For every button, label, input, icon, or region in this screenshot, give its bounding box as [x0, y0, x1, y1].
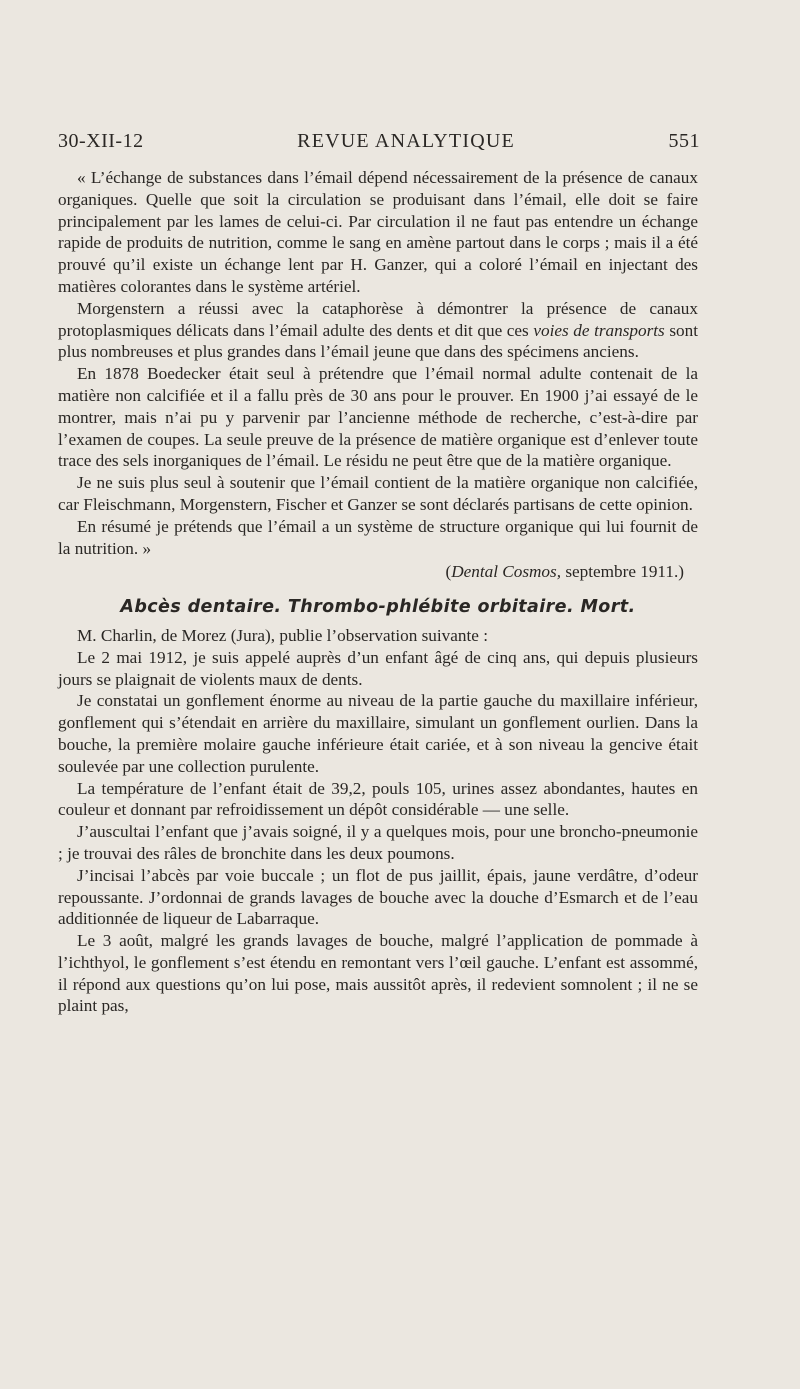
- paragraph-1: « L’échange de substances dans l’émail dépend nécessairement de la présence de canaux organiques. Quelle que soit la circulation se produisant dans l’émail, elle doit se faire principalement par les lames de celui-ci. Par circulation il ne faut pas entendre un échange rapide de produits de nutrition, comme le sang en amène partout dans le corps ; mais il a été prouvé qu’il existe un échange lent par H. Ganzer, qui a coloré l’émail en injectant des matières colorantes dans le système artériel.: [58, 168, 698, 296]
- header-date: 30-XII-12: [58, 130, 144, 152]
- paragraph-6: M. Charlin, de Morez (Jura), publie l’observation suivante :: [77, 625, 488, 645]
- running-header: [58, 130, 700, 160]
- paragraph-2-italic: voies de transports: [533, 320, 665, 340]
- paragraph-8: Je constatai un gonflement énorme au niveau de la partie gauche du maxillaire inférieur, gonflement qui s’étendait en arrière du maxillaire, simulant un gonflement ourlien. Dans la bouche, la première molaire gauche inférieure était cariée, et à son niveau la gencive était soulevée par une collection purulente.: [58, 691, 698, 776]
- paragraph-9: La température de l’enfant était de 39,2, pouls 105, urines assez abondantes, hautes en couleur et donnant par refroidissement un dépôt considérable — une selle.: [58, 778, 698, 820]
- source-journal: Dental Cosmos,: [451, 562, 562, 582]
- paragraph-2-after: sont plus nombreuses et plus grandes dans l’émail jeune que dans des spécimens anciens.: [58, 320, 699, 362]
- source-citation: [58, 561, 698, 583]
- source-open: (: [445, 562, 452, 582]
- paragraph-12: Le 3 août, malgré les grands lavages de bouche, malgré l’application de pommade à l’ichthyol, le gonflement s’est étendu en remontant vers l’œil gauche. L’enfant est assommé, il répond aux questions qu’on lui pose, mais aussitôt après, il redevient somnolent ; il ne se plaint pas,: [58, 931, 698, 1016]
- paragraph-10: J’auscultai l’enfant que j’avais soigné, il y a quelques mois, pour une broncho-pneumonie ; je trouvai des râles de bronchite dans les deux poumons.: [58, 822, 698, 863]
- paragraph-3: En 1878 Boedecker était seul à prétendre que l’émail normal adulte contenait de la matière non calcifiée et il a fallu près de 30 ans pour le prouver. En 1900 j’ai essayé de le montrer, mais n’ai pu y parvenir par l’ancienne méthode de recherche, c’est-à-dire par l’examen de coupes. La seule preuve de la présence de matière organique est d’enlever toute trace des sels inorganiques de l’émail. Le résidu ne peut être que de la matière organique.: [58, 364, 698, 471]
- header-title: REVUE ANALYTIQUE: [297, 130, 515, 152]
- section-title: Abcès dentaire. Thrombo-phlébite orbitaire. Mort.: [120, 597, 636, 618]
- paragraph-11: J’incisai l’abcès par voie buccale ; un flot de pus jaillit, épais, jaune verdâtre, d’odeur repoussante. J’ordonnai de grands lavages de bouche avec la douche d’Esmarch et de l’eau additionnée de liqueur de Labarraque.: [58, 865, 698, 929]
- source-date: septembre 1911.): [561, 562, 684, 582]
- paragraph-7: Le 2 mai 1912, je suis appelé auprès d’un enfant âgé de cinq ans, qui depuis plusieurs jours se plaignait de violents maux de dents.: [58, 647, 698, 689]
- body-text: [58, 167, 698, 1017]
- paragraph-5: En résumé je prétends que l’émail a un système de structure organique qui lui fournit de la nutrition. »: [58, 516, 698, 558]
- paragraph-2: [58, 298, 698, 363]
- page-number: 551: [668, 130, 700, 152]
- paragraph-2-before: Morgenstern a réussi avec la cataphorèse à démontrer la présence de canaux protoplasmiques délicats dans l’émail adulte des dents et dit que ces: [58, 298, 698, 340]
- paragraph-4: Je ne suis plus seul à soutenir que l’émail contient de la matière organique non calcifiée, car Fleischmann, Morgenstern, Fischer et Ganzer se sont déclarés partisans de cette opinion.: [58, 473, 698, 514]
